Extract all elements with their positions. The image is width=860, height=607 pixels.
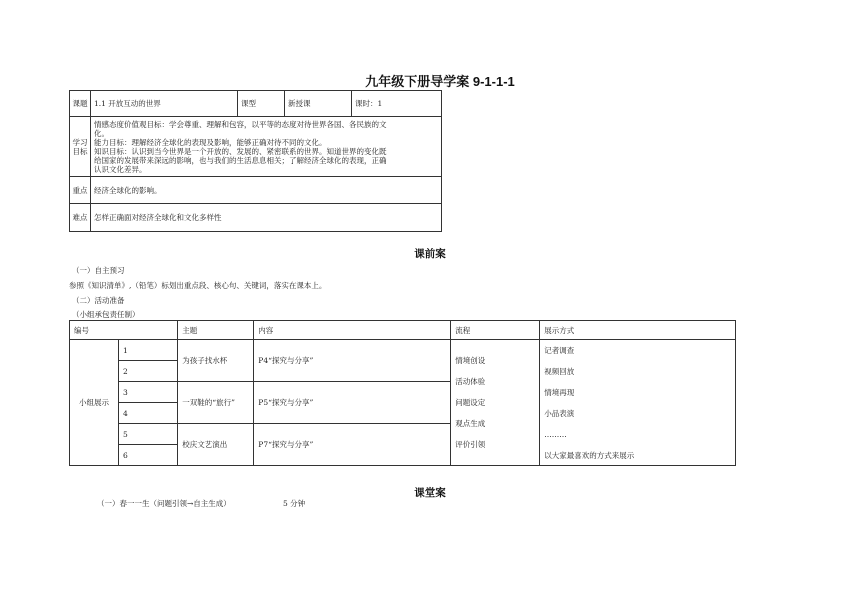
row-number: 1 bbox=[119, 340, 178, 361]
goals-line: 能力目标：理解经济全球化的表现及影响，能够正确对待不同的文化。 bbox=[94, 137, 327, 147]
row-number: 5 bbox=[119, 424, 178, 445]
type-label: 课型 bbox=[238, 91, 285, 117]
topic-cell: 为孩子找水杯 bbox=[178, 340, 254, 382]
prep-line-4: （小组承包责任制） bbox=[72, 310, 140, 319]
goals-line: 情感态度价值观目标：学会尊重、理解和包容，以平等的态度对待世界各国、各民族的文 bbox=[94, 119, 387, 129]
prep-line-2: 参照《知识清单》,（铅笔）标划出重点段、核心句、关键词，落实在课本上。 bbox=[69, 281, 327, 290]
display-item: 以大家最喜欢的方式来展示 bbox=[544, 450, 635, 460]
row-number: 2 bbox=[119, 361, 178, 382]
course-value: 1.1 开放互动的世界 bbox=[91, 91, 238, 117]
goals-line: 知识目标：认识到当今世界是一个开放的、发展的、紧密联系的世界。知道世界的变化既 bbox=[94, 146, 387, 156]
topic-cell: 校庆文艺演出 bbox=[178, 424, 254, 466]
prep-line-3: （二）活动准备 bbox=[72, 296, 125, 305]
topic-cell: 一双鞋的“旅行” bbox=[178, 382, 254, 424]
class-heading: 课堂案 bbox=[414, 487, 446, 499]
hard-value: 怎样正确面对经济全球化和文化多样性 bbox=[91, 204, 442, 232]
display-cell bbox=[540, 340, 736, 466]
prep-line-1: （一）自主预习 bbox=[72, 266, 125, 275]
flow-step: 活动体验 bbox=[455, 377, 486, 386]
flow-step: 问题设定 bbox=[455, 398, 486, 407]
flow-step: 观点生成 bbox=[455, 419, 486, 428]
display-item: 视频回放 bbox=[544, 366, 575, 376]
header-number: 编号 bbox=[70, 321, 178, 340]
header-flow: 流程 bbox=[451, 321, 540, 340]
type-value: 新授课 bbox=[285, 91, 352, 117]
flow-step: 评价引领 bbox=[455, 440, 486, 449]
content-cell: P7“探究与分享” bbox=[254, 424, 451, 466]
display-item: 情境再现 bbox=[544, 387, 575, 397]
content-cell: P4“探究与分享” bbox=[254, 340, 451, 382]
goals-value bbox=[91, 117, 442, 177]
class-line-1: （一）春一一生（问题引领→自主生成） bbox=[97, 499, 231, 508]
header-topic: 主题 bbox=[178, 321, 254, 340]
row-number: 6 bbox=[119, 445, 178, 466]
goals-line: 给国家的发展带来深远的影响，也与我们的生活息息相关；了解经济全球化的表现，正确 bbox=[94, 155, 387, 165]
header-display: 展示方式 bbox=[540, 321, 736, 340]
content-cell: P5“探究与分享” bbox=[254, 382, 451, 424]
flow-cell bbox=[451, 340, 540, 466]
prep-heading: 课前案 bbox=[414, 248, 446, 260]
goals-line: 化。 bbox=[94, 128, 109, 138]
lesson-info-table bbox=[69, 90, 442, 232]
activity-table bbox=[69, 320, 736, 466]
goals-label: 学习目标 bbox=[70, 117, 91, 177]
header-content: 内容 bbox=[254, 321, 451, 340]
flow-step: 情境创设 bbox=[455, 356, 486, 365]
goals-line: 认识文化差异。 bbox=[94, 164, 147, 174]
key-value: 经济全球化的影响。 bbox=[91, 177, 442, 204]
course-label: 课题 bbox=[70, 91, 91, 117]
display-item: 小品表演 bbox=[544, 408, 575, 418]
class-time: 5 分钟 bbox=[283, 499, 306, 508]
hard-label: 难点 bbox=[70, 204, 91, 232]
display-item: 记者调查 bbox=[544, 345, 575, 355]
group-label: 小组展示 bbox=[70, 340, 119, 466]
doc-title: 九年级下册导学案 9-1-1-1 bbox=[365, 74, 515, 89]
hours-value: 课时：1 bbox=[352, 91, 442, 117]
display-item: ……… bbox=[544, 429, 567, 439]
row-number: 4 bbox=[119, 403, 178, 424]
row-number: 3 bbox=[119, 382, 178, 403]
key-label: 重点 bbox=[70, 177, 91, 204]
